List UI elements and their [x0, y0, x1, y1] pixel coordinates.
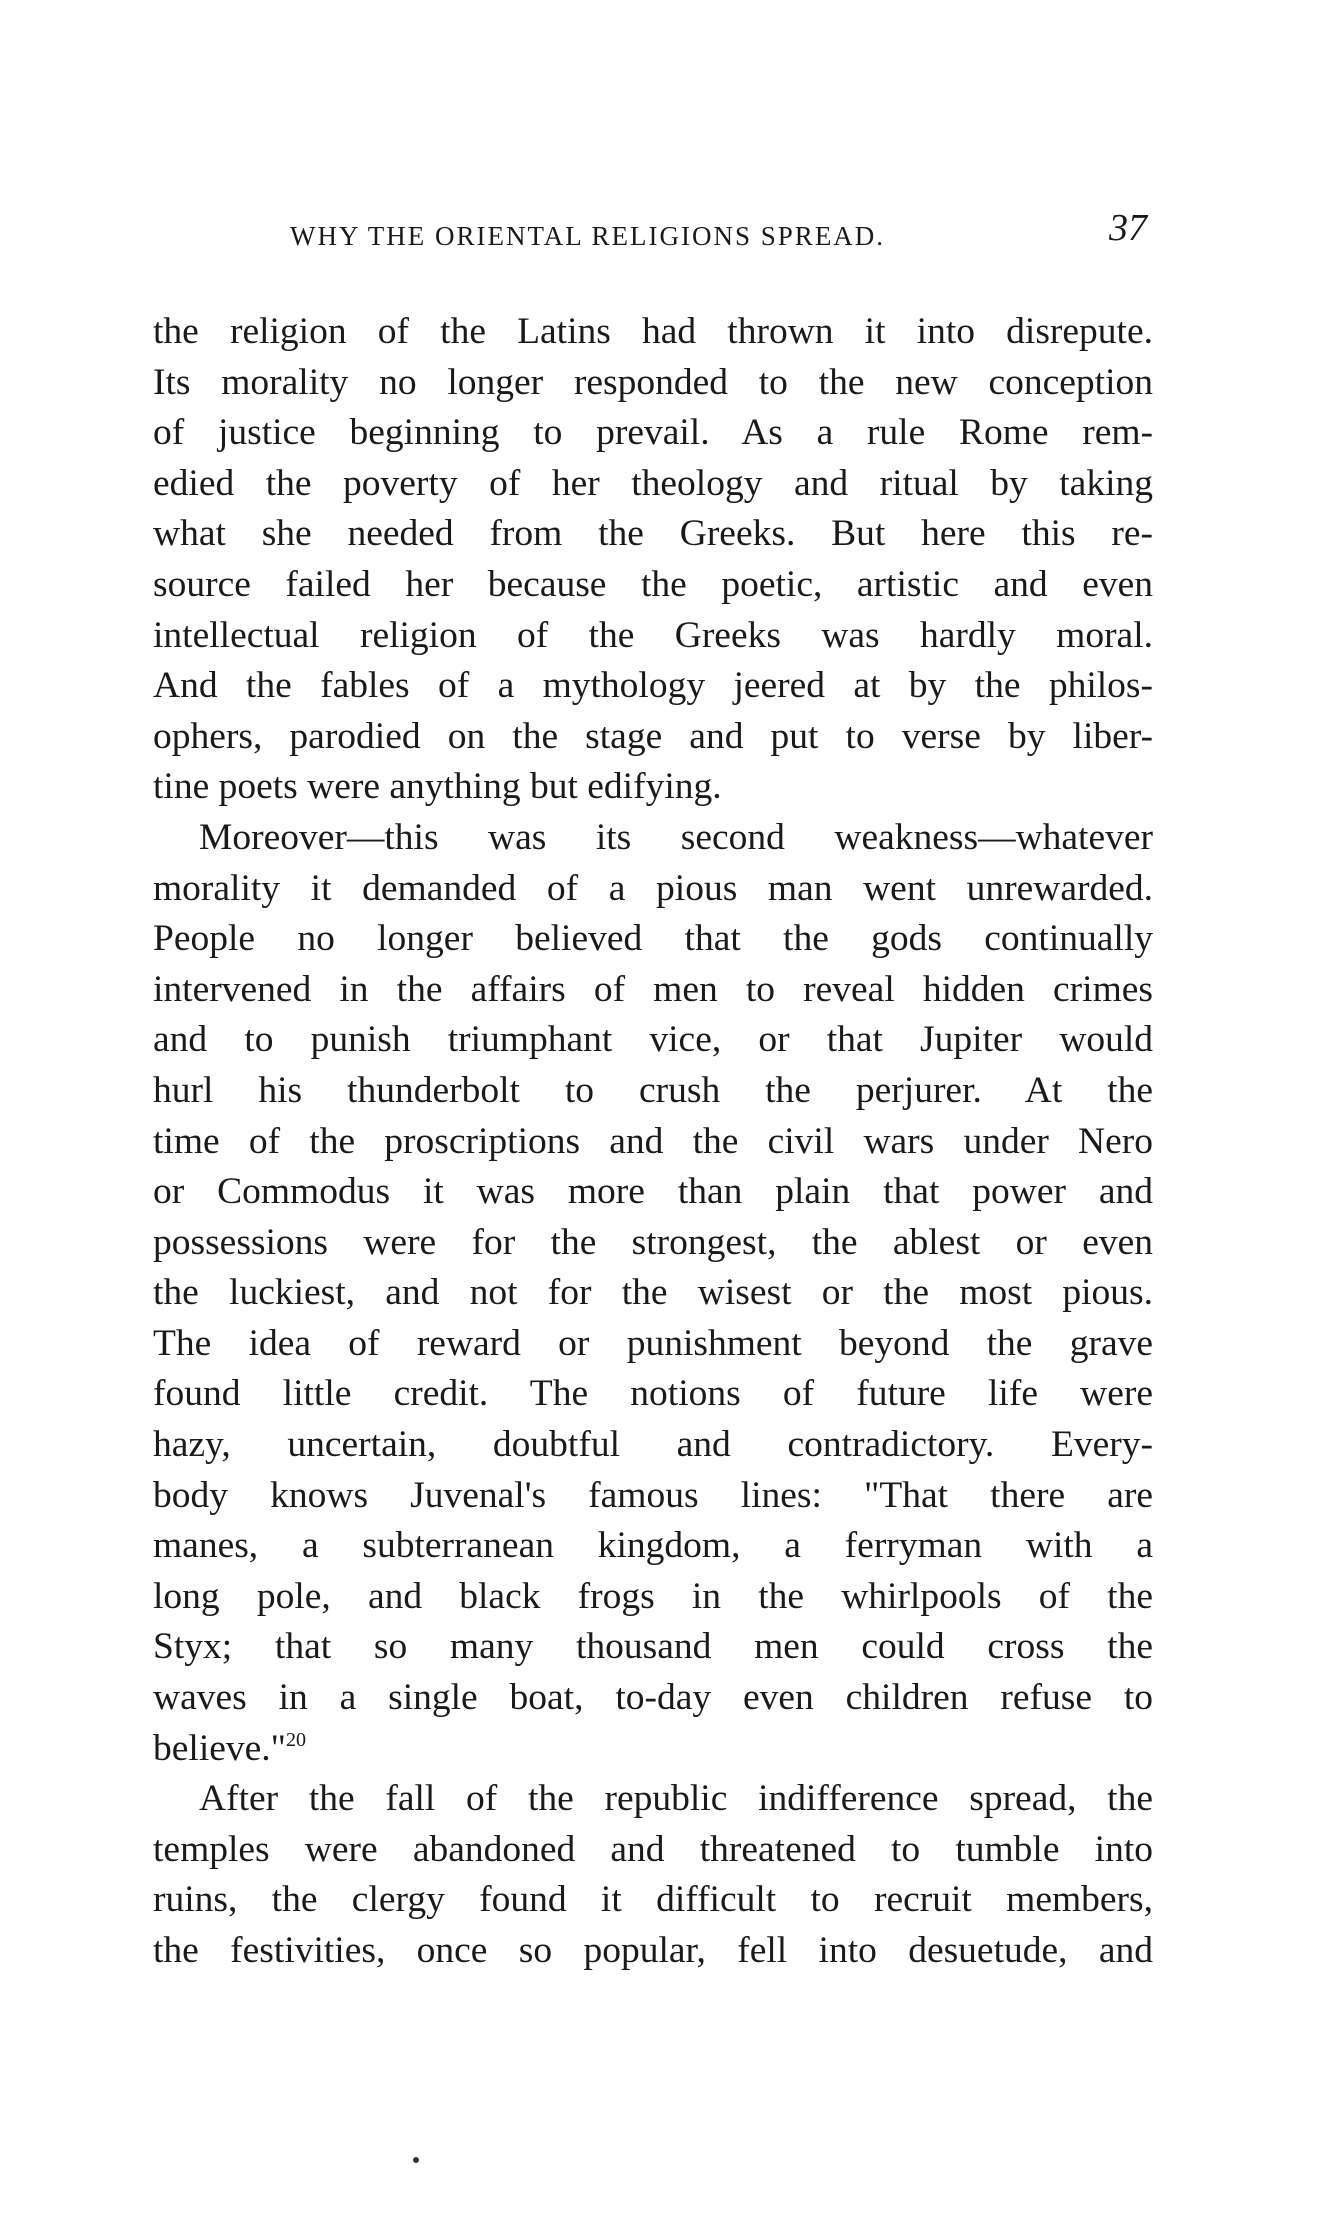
text-line: and to punish triumphant vice, or that Jupiter would: [153, 1019, 1153, 1061]
text-line: what she needed from the Greeks. But here this re-: [153, 513, 1153, 555]
ink-speck: [413, 2157, 419, 2163]
paragraph-1: [153, 307, 1153, 813]
text-line: hurl his thunderbolt to crush the perjurer. At the: [153, 1069, 1153, 1111]
text-line: intellectual religion of the Greeks was hardly moral.: [153, 614, 1153, 656]
text-line: And the fables of a mythology jeered at by the philos-: [153, 665, 1153, 707]
text-line: Styx; that so many thousand men could cross the: [153, 1626, 1153, 1668]
text-line: manes, a subterranean kingdom, a ferryman with a: [153, 1525, 1153, 1567]
text-line: the festivities, once so popular, fell into desuetude, and: [153, 1930, 1153, 1971]
text-line-with-footnote: [153, 1724, 1153, 1775]
text-line: morality it demanded of a pious man went unrewarded.: [153, 867, 1153, 909]
text-line: hazy, uncertain, doubtful and contradictory. Every-: [153, 1424, 1153, 1466]
text-line: the luckiest, and not for the wisest or the most pious.: [153, 1272, 1153, 1314]
text-line: body knows Juvenal's famous lines: "That there are: [153, 1474, 1153, 1516]
text-line: tine poets were anything but edifying.: [153, 766, 722, 808]
text-line: possessions were for the strongest, the ablest or even: [153, 1221, 1153, 1263]
text-line: source failed her because the poetic, artistic and even: [153, 563, 1153, 605]
text-line: of justice beginning to prevail. As a rule Rome rem-: [153, 412, 1153, 454]
running-title: WHY THE ORIENTAL RELIGIONS SPREAD.: [290, 221, 886, 251]
text-line: People no longer believed that the gods continually: [153, 918, 1153, 960]
text-line: the religion of the Latins had thrown it into disrepute.: [153, 311, 1153, 352]
paragraph-3: [153, 1774, 1153, 1976]
text-line: The idea of reward or punishment beyond the grave: [153, 1322, 1153, 1364]
text-line: time of the proscriptions and the civil wars under Nero: [153, 1120, 1153, 1162]
text-line: edied the poverty of her theology and ritual by taking: [153, 462, 1153, 504]
body-text: [153, 307, 1153, 1977]
text-line: found little credit. The notions of future life were: [153, 1373, 1153, 1415]
text-line: temples were abandoned and threatened to tumble into: [153, 1828, 1153, 1870]
text-line: believe.": [153, 1727, 286, 1769]
text-line: intervened in the affairs of men to reveal hidden crimes: [153, 968, 1153, 1010]
paragraph-2: [153, 813, 1153, 1774]
page-number: 37: [1109, 207, 1147, 249]
text-line: or Commodus it was more than plain that power and: [153, 1171, 1153, 1213]
text-line: ophers, parodied on the stage and put to verse by liber-: [153, 715, 1153, 757]
text-line: Its morality no longer responded to the new conception: [153, 361, 1153, 403]
text-line: ruins, the clergy found it difficult to recruit members,: [153, 1879, 1153, 1921]
text-line: After the fall of the republic indifference spread, the: [199, 1778, 1153, 1820]
text-line: long pole, and black frogs in the whirlpools of the: [153, 1575, 1153, 1617]
text-line: waves in a single boat, to-day even children refuse to: [153, 1677, 1153, 1719]
footnote-reference: 20: [285, 1728, 306, 1751]
text-line: Moreover—this was its second weakness—whatever: [199, 816, 1153, 858]
